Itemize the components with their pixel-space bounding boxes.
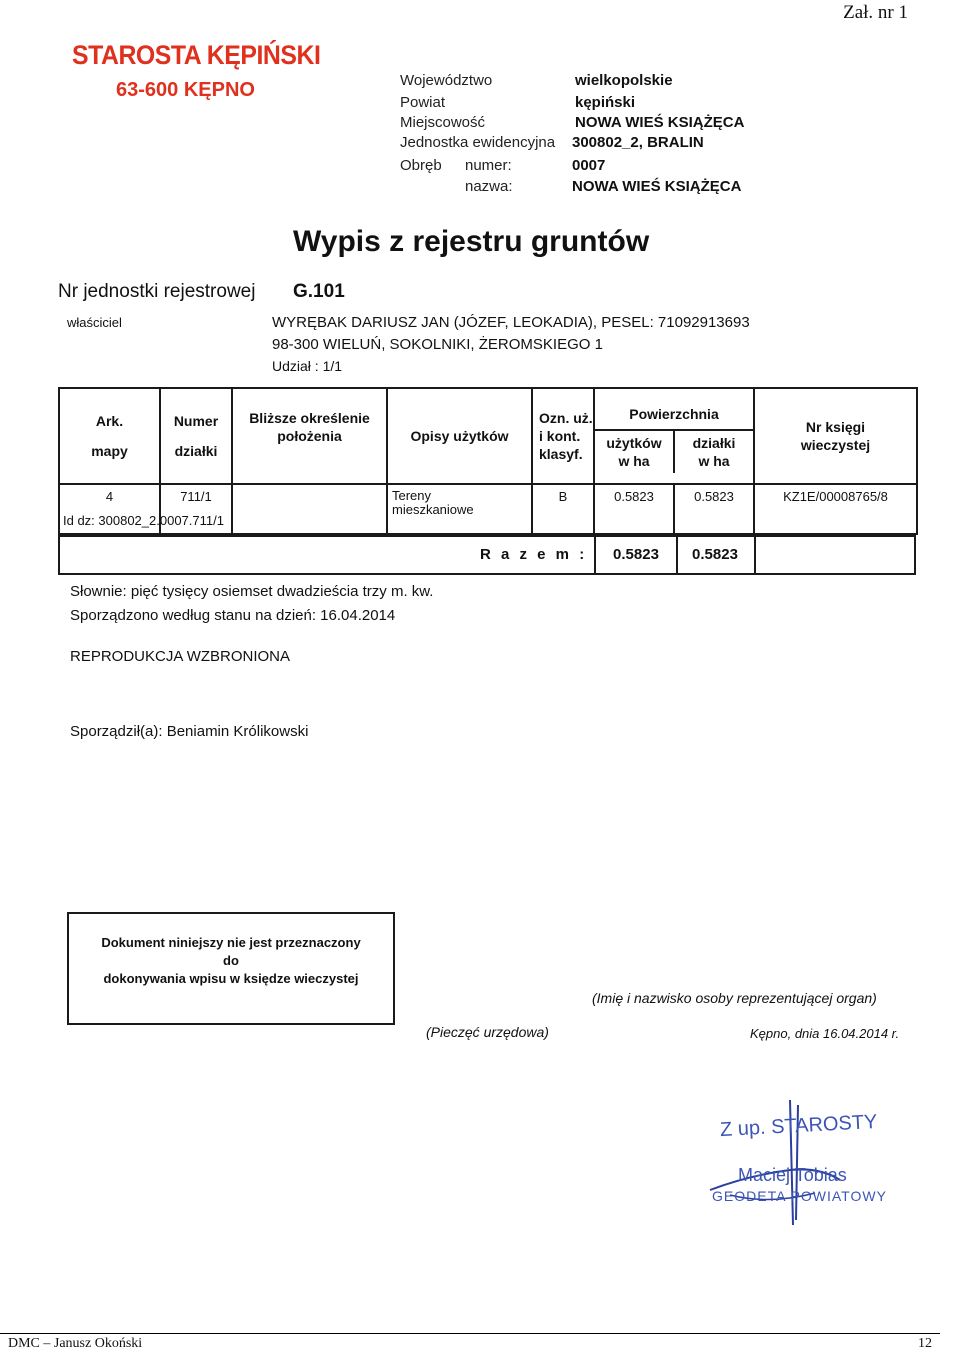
header-ozn-1: Ozn. uż. bbox=[539, 410, 593, 426]
cell-numer: 711/1 bbox=[160, 484, 232, 534]
registry-unit-label: Nr jednostki rejestrowej bbox=[58, 281, 256, 302]
precinct-label: Obręb bbox=[400, 157, 442, 174]
owner-name: WYRĘBAK DARIUSZ JAN (JÓZEF, LEOKADIA), PESEL: 71092913693 bbox=[272, 314, 750, 331]
county-label: Powiat bbox=[400, 94, 446, 111]
unit-label: Jednostka ewidencyjna bbox=[400, 134, 556, 151]
precinct-name-label: nazwa: bbox=[465, 178, 513, 195]
total-uzytkow: 0.5823 bbox=[594, 537, 678, 573]
header-powierzchnia bbox=[594, 388, 754, 484]
signature-stamp-line-2: Maciej Tobias bbox=[738, 1165, 847, 1185]
area-in-words: Słownie: pięć tysięcy osiemset dwadzieścia trzy m. kw. bbox=[70, 583, 434, 600]
voivodeship-value: wielkopolskie bbox=[575, 72, 673, 89]
header-ksiega bbox=[754, 388, 917, 484]
header-location bbox=[232, 388, 387, 484]
owner-share: Udział : 1/1 bbox=[272, 358, 343, 374]
header-polozenia: położenia bbox=[277, 428, 342, 444]
header-uzytkow-label: użytków bbox=[606, 435, 662, 451]
notice-line-1: Dokument niniejszy nie jest przeznaczony bbox=[101, 935, 361, 950]
cell-opis bbox=[387, 484, 532, 534]
header-mapy: mapy bbox=[91, 443, 128, 459]
precinct-number-value: 0007 bbox=[572, 157, 606, 174]
header-ark: Ark. bbox=[95, 413, 124, 429]
notice-line-3: dokonywania wpisu w księdze wieczystej bbox=[103, 971, 359, 986]
office-stamp-address: 63-600 KĘPNO bbox=[116, 79, 255, 101]
footer-author: DMC – Janusz Okoński bbox=[8, 1336, 143, 1351]
header-ozn-3: klasyf. bbox=[539, 446, 583, 462]
reproduction-notice: REPRODUKCJA WZBRONIONA bbox=[70, 648, 291, 665]
header-numer-dzialki bbox=[160, 388, 232, 484]
header-uzytkow bbox=[595, 431, 675, 473]
table-header-row bbox=[59, 388, 917, 484]
header-opisy: Opisy użytków bbox=[387, 388, 532, 484]
header-dzialki-area bbox=[675, 431, 753, 473]
cell-pow-uzytkow: 0.5823 bbox=[594, 484, 674, 534]
owner-label: właściciel bbox=[67, 315, 122, 330]
prepared-date: Sporządzono według stanu na dzień: 16.04.2014 bbox=[70, 607, 396, 624]
precinct-name-value: NOWA WIEŚ KSIĄŻĘCA bbox=[572, 178, 742, 195]
cell-ozn: B bbox=[532, 484, 594, 534]
header-ark-mapy bbox=[59, 388, 160, 484]
header-ksiega-2: wieczystej bbox=[800, 437, 871, 453]
prepared-by: Sporządził(a): Beniamin Królikowski bbox=[70, 723, 309, 740]
header-blizsze: Bliższe określenie bbox=[249, 410, 370, 426]
notice-box bbox=[67, 912, 395, 1025]
place-date: Kępno, dnia 16.04.2014 r. bbox=[750, 1026, 900, 1041]
attachment-label: Zał. nr 1 bbox=[843, 2, 908, 23]
footer-divider bbox=[0, 1333, 940, 1334]
header-ksiega-1: Nr księgi bbox=[805, 419, 866, 435]
parcel-id: Id dz: 300802_2.0007.711/1 bbox=[63, 513, 224, 528]
header-powierzchnia-title: Powierzchnia bbox=[595, 399, 753, 431]
signature-stamp-line-1: Z up. STAROSTY bbox=[719, 1110, 878, 1142]
signature-stamp-line-3: GEODETA POWIATOWY bbox=[712, 1188, 887, 1204]
representative-caption: (Imię i nazwisko osoby reprezentującej organ) bbox=[592, 990, 877, 1006]
cell-blizsze bbox=[232, 484, 387, 534]
header-uzytkow-unit: w ha bbox=[618, 453, 650, 469]
header-dzialki: działki bbox=[174, 443, 218, 459]
precinct-number-label: numer: bbox=[465, 157, 512, 174]
total-row bbox=[58, 535, 916, 575]
header-dzialki-area-unit: w ha bbox=[698, 453, 730, 469]
office-stamp-title: STAROSTA KĘPIŃSKI bbox=[72, 40, 321, 70]
header-ozn-2: i kont. bbox=[539, 428, 581, 444]
cell-ksiega: KZ1E/00008765/8 bbox=[754, 484, 917, 534]
voivodeship-label: Województwo bbox=[400, 72, 493, 89]
notice-line-2: do bbox=[223, 953, 239, 968]
page-number: 12 bbox=[918, 1336, 932, 1351]
owner-address: 98-300 WIELUŃ, SOKOLNIKI, ŻEROMSKIEGO 1 bbox=[272, 336, 603, 353]
total-dzialki: 0.5823 bbox=[676, 537, 756, 573]
locality-label: Miejscowość bbox=[400, 114, 486, 131]
cell-opis-2: mieszkaniowe bbox=[392, 502, 474, 517]
document-title: Wypis z rejestru gruntów bbox=[293, 225, 650, 258]
locality-value: NOWA WIEŚ KSIĄŻĘCA bbox=[575, 114, 745, 131]
registry-unit-value: G.101 bbox=[293, 281, 345, 302]
seal-caption: (Pieczęć urzędowa) bbox=[426, 1024, 549, 1040]
cell-ark: 4 bbox=[59, 484, 160, 534]
county-value: kępiński bbox=[575, 94, 636, 111]
unit-value: 300802_2, BRALIN bbox=[572, 134, 704, 151]
cell-opis-1: Tereny bbox=[392, 488, 432, 503]
header-dzialki-area-label: działki bbox=[692, 435, 736, 451]
header-numer: Numer bbox=[173, 413, 219, 429]
header-ozn bbox=[532, 388, 594, 484]
total-label: R a z e m : bbox=[480, 546, 588, 563]
cell-pow-dzialki: 0.5823 bbox=[674, 484, 754, 534]
